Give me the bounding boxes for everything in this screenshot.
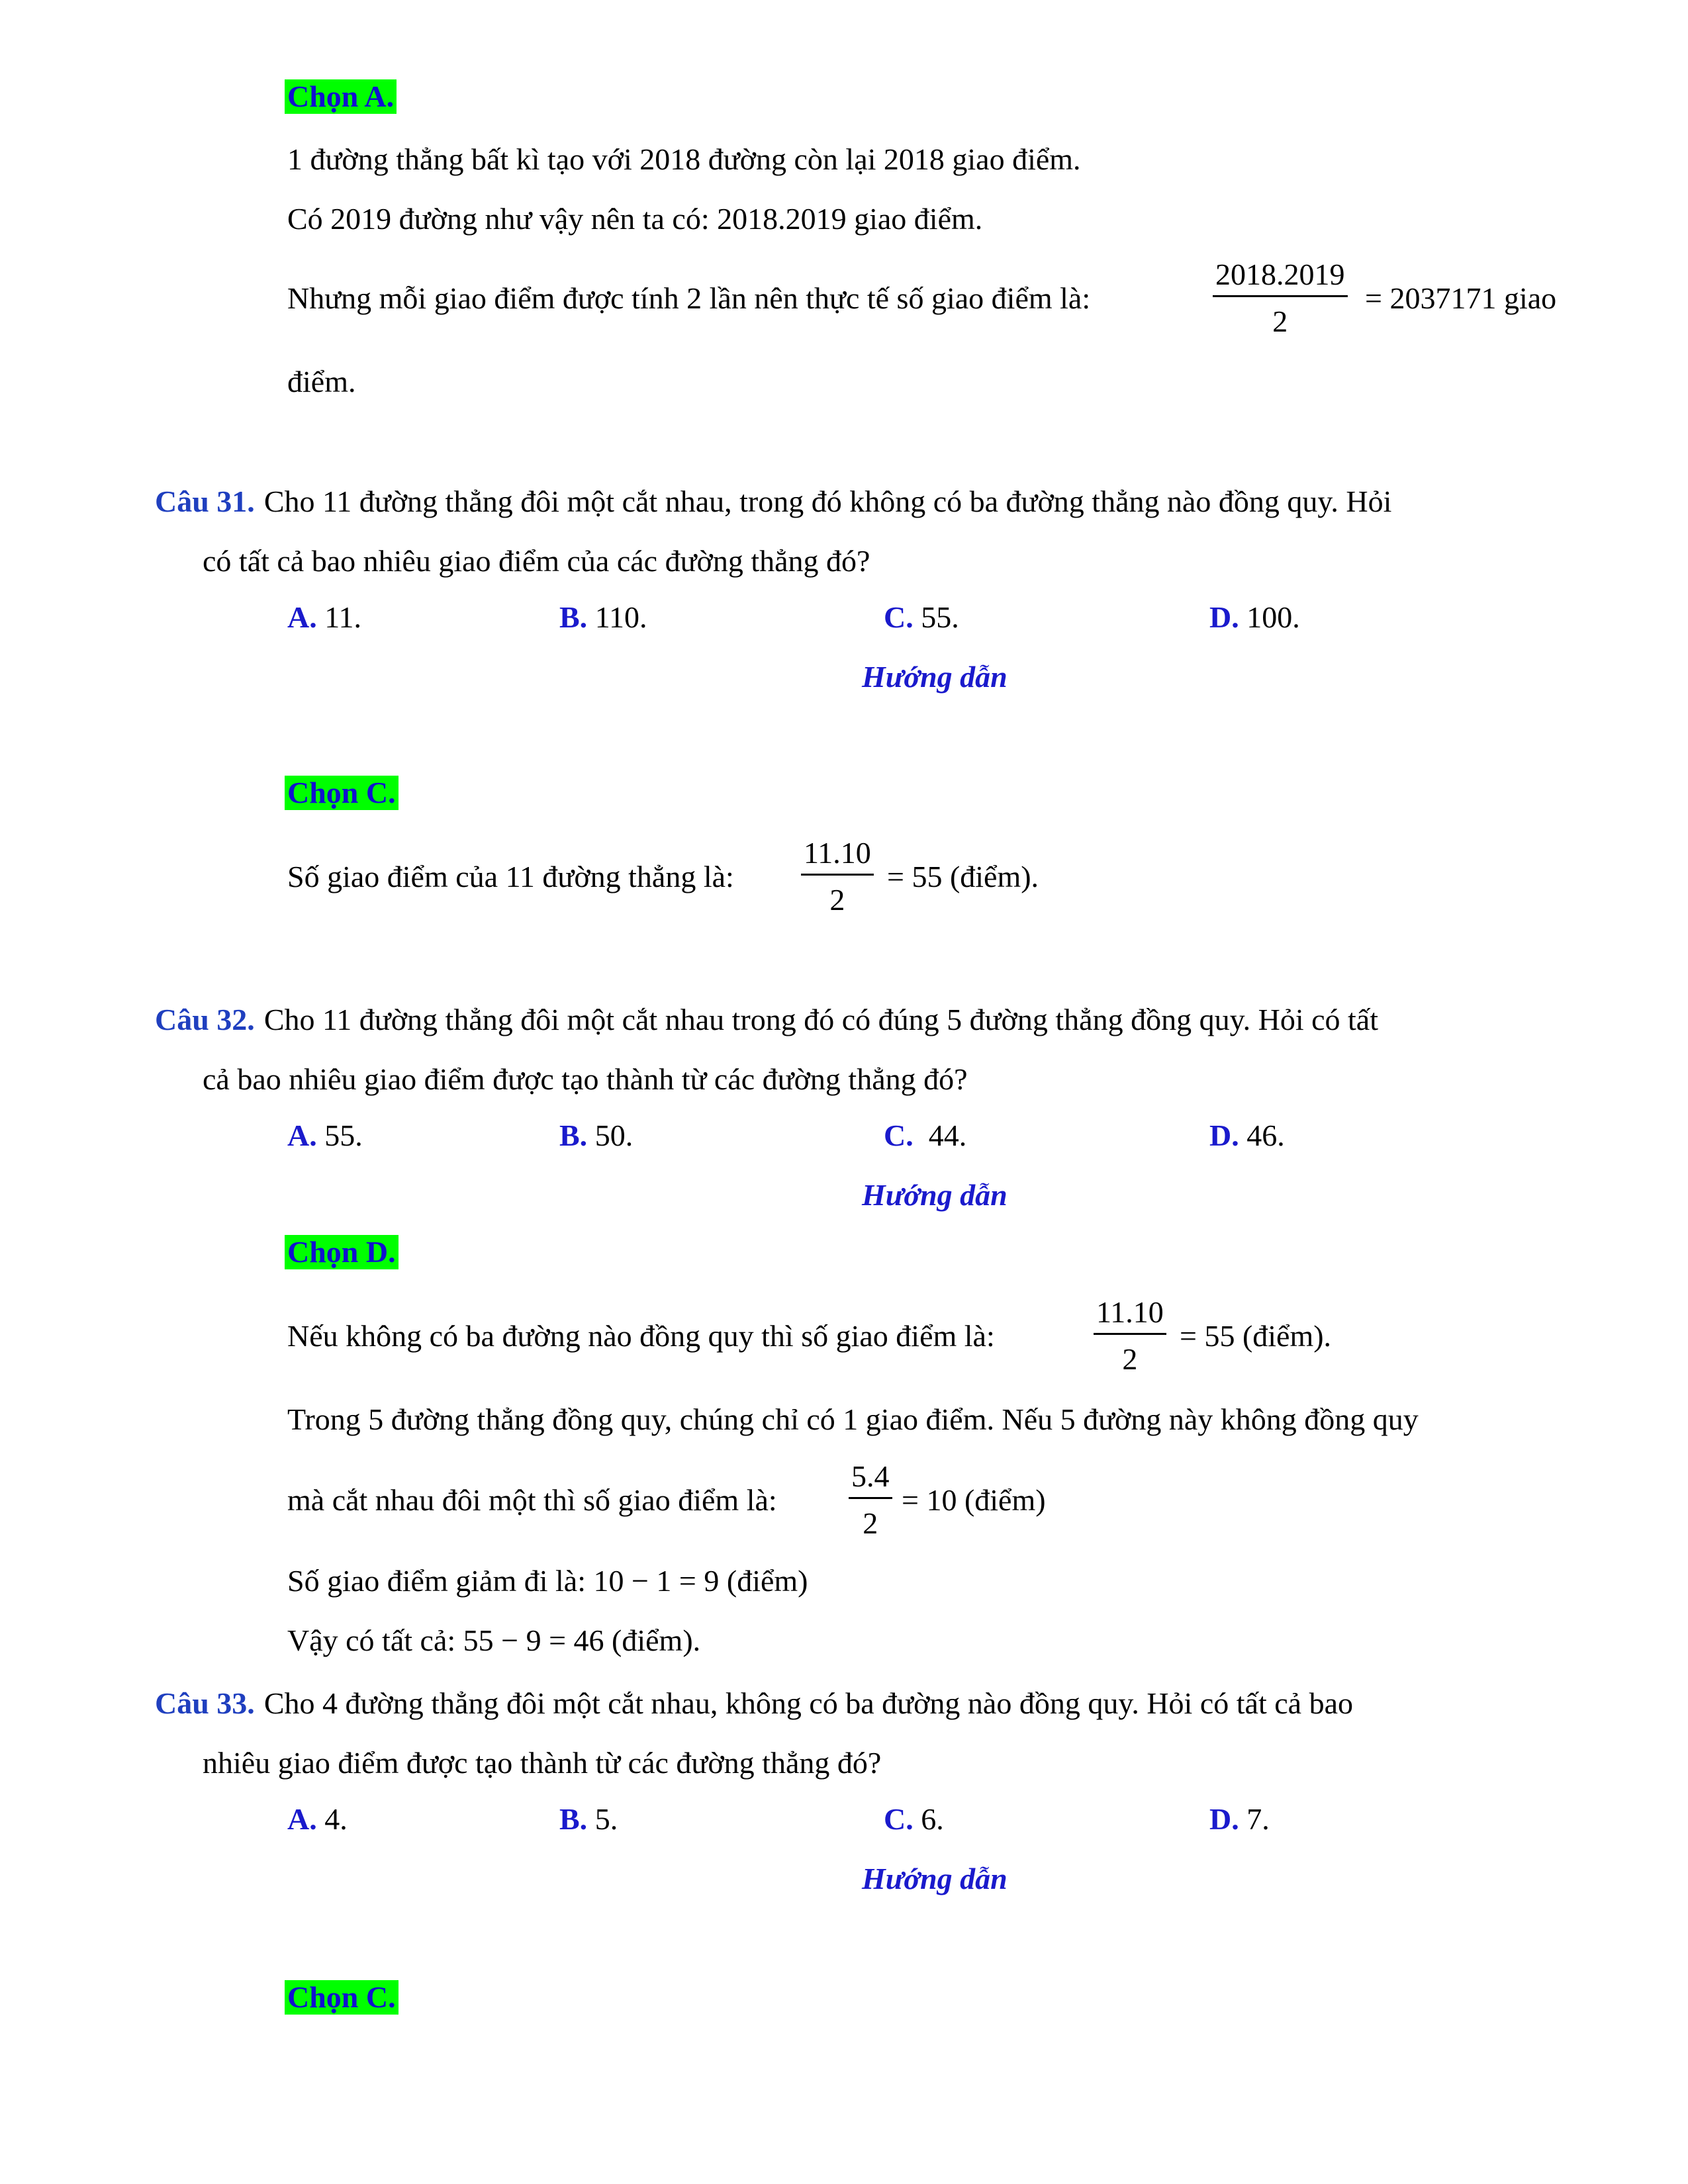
option-value: 44. <box>928 1118 967 1152</box>
fraction-numerator: 5.4 <box>849 1461 892 1499</box>
question-label: Câu 33. <box>155 1686 255 1720</box>
answer-choice-highlight: Chọn C. <box>285 1980 399 2015</box>
solution-line: Nếu không có ba đường nào đồng quy thì số giao điểm là: <box>287 1319 995 1353</box>
fraction-numerator: 11.10 <box>1094 1297 1166 1335</box>
solution-line: = 10 (điểm) <box>902 1483 1046 1517</box>
answer-choice-highlight: Chọn D. <box>285 1235 399 1269</box>
option-letter: C. <box>884 1118 914 1152</box>
option-value: 11. <box>324 600 362 634</box>
fraction-denominator: 2 <box>1272 304 1288 338</box>
option-value: 55. <box>324 1118 363 1152</box>
option-letter: C. <box>884 1802 914 1836</box>
question-line: cả bao nhiêu giao điểm được tạo thành từ các đường thẳng đó? <box>203 1062 968 1096</box>
option-letter: A. <box>287 1118 317 1152</box>
option-letter: B. <box>559 1118 588 1152</box>
solution-line: = 2037171 giao <box>1365 281 1557 315</box>
option-c[interactable] <box>884 602 959 633</box>
option-value: 110. <box>594 600 647 634</box>
option-value: 50. <box>594 1118 633 1152</box>
solution-line: Số giao điểm của 11 đường thẳng là: <box>287 860 734 893</box>
fraction-denominator: 2 <box>1122 1342 1138 1376</box>
fraction-denominator: 2 <box>863 1506 878 1540</box>
option-d[interactable] <box>1209 1120 1285 1151</box>
solution-line: 1 đường thẳng bất kì tạo với 2018 đường còn lại 2018 giao điểm. <box>287 142 1081 176</box>
option-d[interactable] <box>1209 1804 1270 1835</box>
option-letter: D. <box>1209 1802 1239 1836</box>
option-c[interactable] <box>884 1120 966 1151</box>
option-a[interactable] <box>287 1120 363 1151</box>
option-letter: B. <box>559 1802 588 1836</box>
option-letter: B. <box>559 600 588 634</box>
solution-line: = 55 (điểm). <box>887 860 1039 893</box>
option-letter: C. <box>884 600 914 634</box>
option-letter: A. <box>287 600 317 634</box>
option-value: 100. <box>1246 600 1300 634</box>
guide-heading: Hướng dẫn <box>862 660 1008 694</box>
solution-line: điểm. <box>287 365 356 398</box>
option-value: 6. <box>921 1802 944 1836</box>
fraction <box>801 838 874 915</box>
question-line: nhiêu giao điểm được tạo thành từ các đường thẳng đó? <box>203 1746 882 1780</box>
question-line: Cho 11 đường thẳng đôi một cắt nhau, trong đó không có ba đường thẳng nào đồng quy. Hỏi <box>263 484 1392 518</box>
option-a[interactable] <box>287 602 361 633</box>
fraction-denominator: 2 <box>829 883 845 917</box>
fraction <box>1094 1297 1166 1375</box>
option-c[interactable] <box>884 1804 944 1835</box>
fraction-numerator: 2018.2019 <box>1213 259 1348 297</box>
solution-line: Số giao điểm giảm đi là: 10 − 1 = 9 (điểm) <box>287 1564 808 1598</box>
question-text <box>155 1005 1378 1035</box>
option-value: 4. <box>324 1802 348 1836</box>
option-value: 55. <box>921 600 959 634</box>
option-value: 46. <box>1246 1118 1285 1152</box>
option-value: 7. <box>1246 1802 1270 1836</box>
question-line: Cho 4 đường thẳng đôi một cắt nhau, không có ba đường nào đồng quy. Hỏi có tất cả bao <box>263 1686 1353 1720</box>
solution-line: mà cắt nhau đôi một thì số giao điểm là: <box>287 1483 777 1517</box>
guide-heading: Hướng dẫn <box>862 1178 1008 1212</box>
option-a[interactable] <box>287 1804 348 1835</box>
option-b[interactable] <box>559 1120 633 1151</box>
fraction-numerator: 11.10 <box>801 838 874 876</box>
solution-line: = 55 (điểm). <box>1180 1319 1332 1353</box>
solution-line: Trong 5 đường thẳng đồng quy, chúng chỉ có 1 giao điểm. Nếu 5 đường này không đồng quy <box>287 1402 1419 1436</box>
question-line: Cho 11 đường thẳng đôi một cắt nhau trong đó có đúng 5 đường thẳng đồng quy. Hỏi có tất <box>263 1003 1378 1036</box>
fraction <box>849 1461 892 1539</box>
question-label: Câu 31. <box>155 484 255 518</box>
answer-choice-highlight: Chọn C. <box>285 776 399 810</box>
question-line: có tất cả bao nhiêu giao điểm của các đường thẳng đó? <box>203 544 870 578</box>
solution-line: Nhưng mỗi giao điểm được tính 2 lần nên thực tế số giao điểm là: <box>287 281 1091 315</box>
option-b[interactable] <box>559 1804 618 1835</box>
option-letter: D. <box>1209 1118 1239 1152</box>
option-value: 5. <box>594 1802 618 1836</box>
solution-line: Có 2019 đường như vậy nên ta có: 2018.2019 giao điểm. <box>287 202 983 236</box>
guide-heading: Hướng dẫn <box>862 1862 1008 1895</box>
answer-choice-highlight: Chọn A. <box>285 79 397 114</box>
option-letter: D. <box>1209 600 1239 634</box>
fraction <box>1213 259 1348 337</box>
option-d[interactable] <box>1209 602 1300 633</box>
question-text <box>155 486 1391 517</box>
question-label: Câu 32. <box>155 1003 255 1036</box>
option-b[interactable] <box>559 602 647 633</box>
solution-line: Vậy có tất cả: 55 − 9 = 46 (điểm). <box>287 1623 701 1657</box>
question-text <box>155 1688 1353 1719</box>
option-letter: A. <box>287 1802 317 1836</box>
